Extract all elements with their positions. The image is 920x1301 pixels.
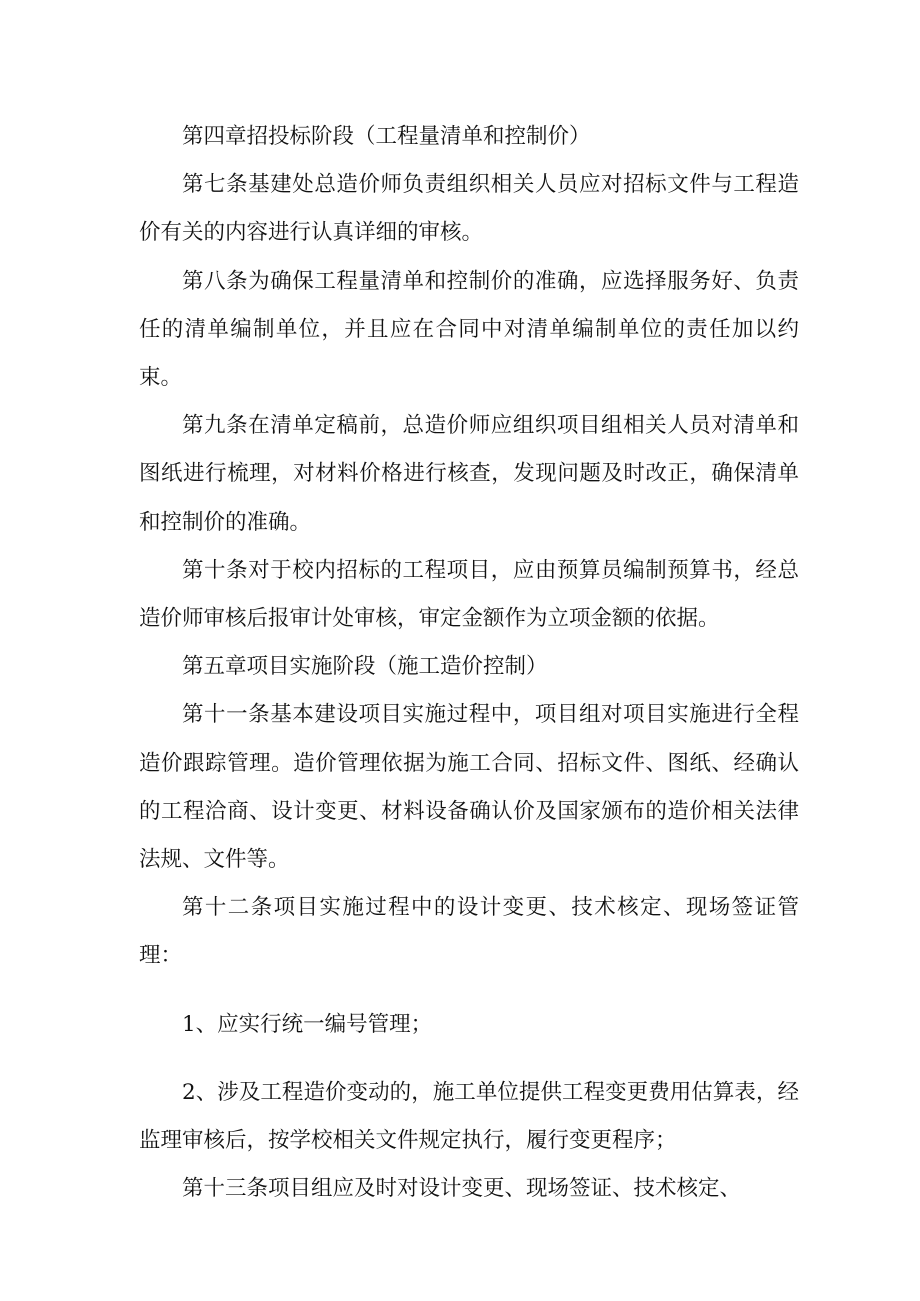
- article-eleven: 第十一条基本建设项目实施过程中，项目组对项目实施进行全程造价跟踪管理。造价管理依据为施工合同、招标文件、图纸、经确认的工程洽商、设计变更、材料设备确认价及国家颁布的造价相关法律法规、文件等。: [139, 702, 799, 873]
- chapter-five-heading: 第五章项目实施阶段（施工造价控制）: [182, 654, 548, 680]
- article-twelve: 第十二条项目实施过程中的设计变更、技术核定、现场签证管理：: [139, 895, 799, 969]
- article-thirteen: 第十三条项目组应及时对设计变更、现场签证、技术核定、: [182, 1176, 742, 1202]
- article-nine: 第九条在清单定稿前，总造价师应组织项目组相关人员对清单和图纸进行梳理，对材料价格进行核查，发现问题及时改正，确保清单和控制价的准确。: [139, 413, 799, 535]
- article-ten: 第十条对于校内招标的工程项目，应由预算员编制预算书，经总造价师审核后报审计处审核，审定金额作为立项金额的依据。: [139, 557, 799, 632]
- list-item-two: 2、涉及工程造价变动的，施工单位提供工程变更费用估算表，经监理审核后，按学校相关文件规定执行，履行变更程序；: [139, 1079, 799, 1154]
- list-item-one: 1、应实行统一编号管理；: [182, 1011, 433, 1037]
- document-body: [139, 113, 799, 1213]
- chapter-four-heading: 第四章招投标阶段（工程量清单和控制价）: [182, 124, 591, 149]
- spacer: [139, 981, 799, 1001]
- article-eight: 第八条为确保工程量清单和控制价的准确，应选择服务好、负责任的清单编制单位，并且应在合同中对清单编制单位的责任加以约束。: [139, 268, 799, 391]
- article-seven: 第七条基建处总造价师负责组织相关人员应对招标文件与工程造价有关的内容进行认真详细的审核。: [139, 172, 799, 246]
- spacer: [139, 1049, 799, 1069]
